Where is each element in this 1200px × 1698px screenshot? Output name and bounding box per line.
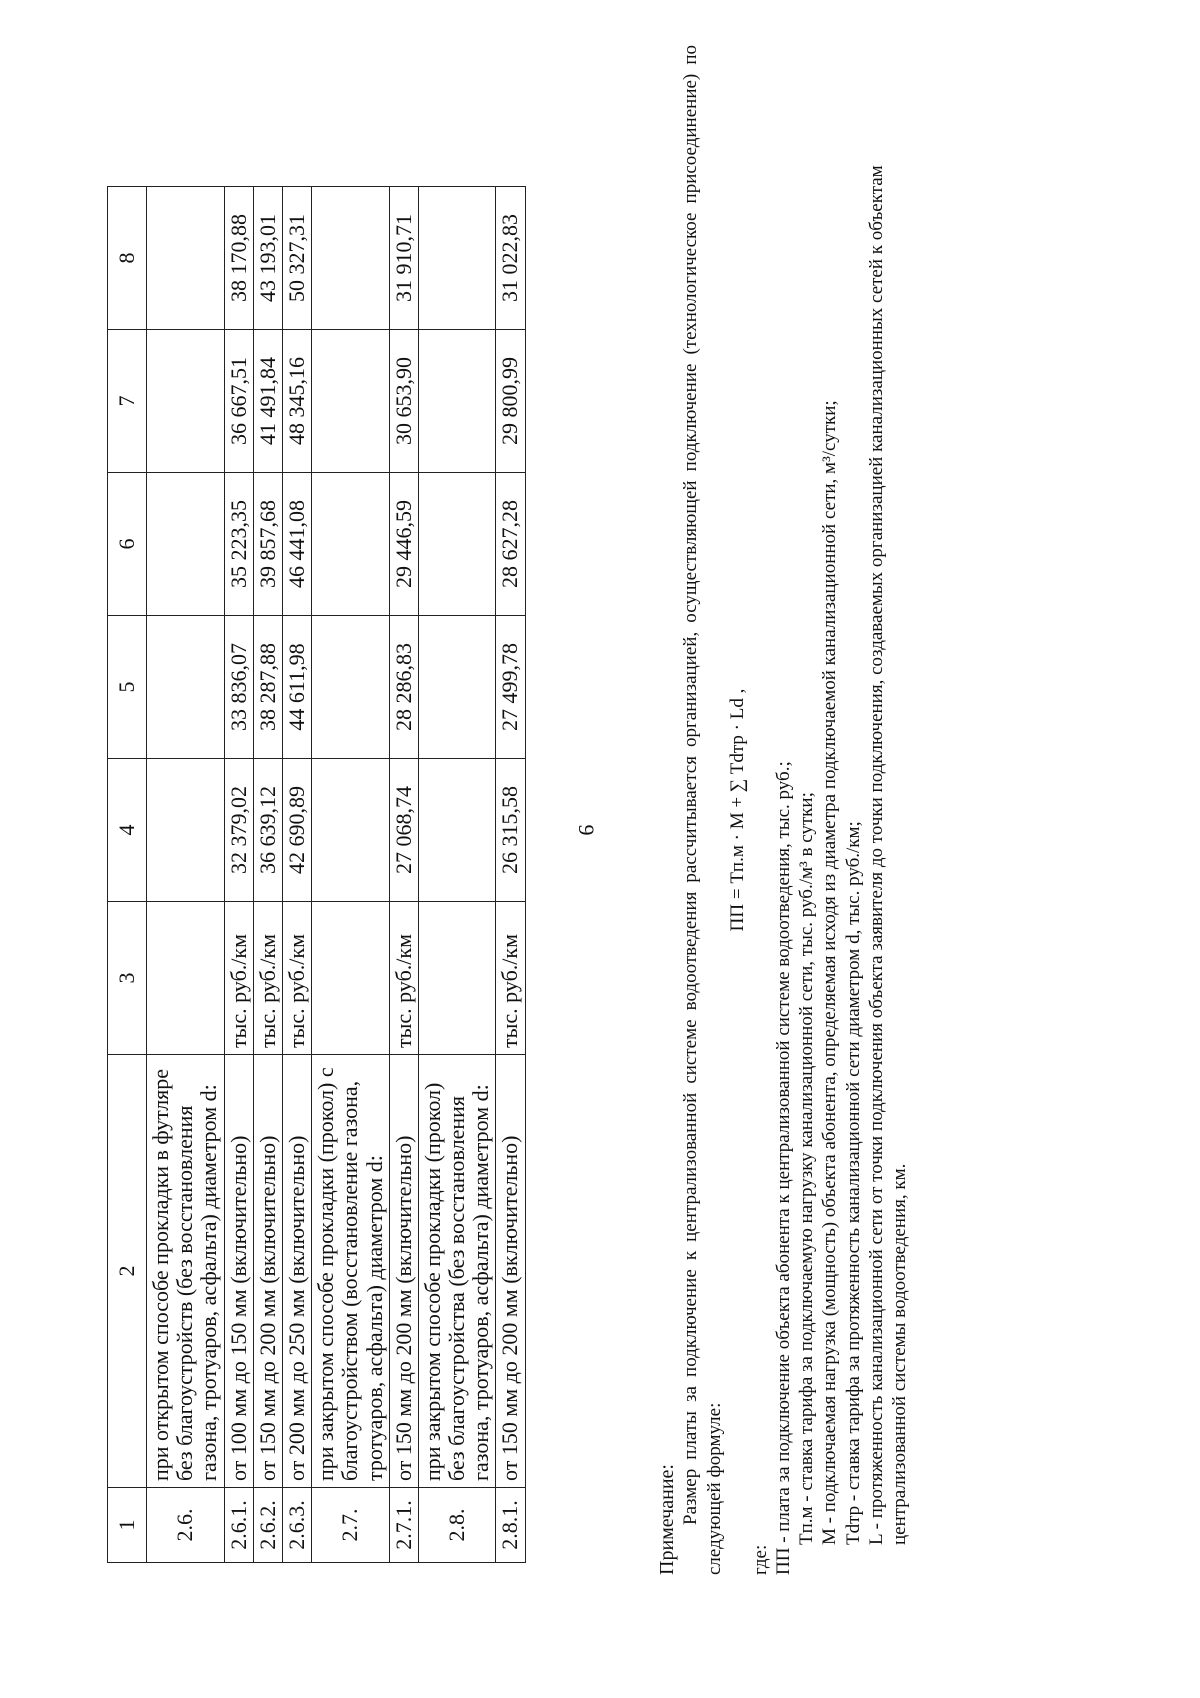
table-header-row (108, 187, 147, 1563)
table-cell-v5: 28 286,83 (389, 616, 418, 759)
table-cell-v4 (418, 759, 496, 902)
table-cell-v4 (312, 759, 390, 902)
table-cell-v7 (147, 330, 225, 473)
table-cell-v7: 29 800,99 (496, 330, 525, 473)
page-number: 9 (574, 824, 599, 836)
table-cell-v6: 35 223,35 (224, 473, 253, 616)
header-cell: 8 (108, 187, 147, 330)
table-cell-v4: 26 315,58 (496, 759, 525, 902)
table-cell-v6: 46 441,08 (282, 473, 311, 616)
table-cell-num: 2.6.2. (253, 1488, 282, 1563)
table-cell-v6 (312, 473, 390, 616)
table-cell-v5 (418, 616, 496, 759)
table-cell-name: от 150 мм до 200 мм (включительно) (253, 1055, 282, 1488)
table-cell-v5: 38 287,88 (253, 616, 282, 759)
table-row (312, 187, 390, 1563)
header-cell: 1 (108, 1488, 147, 1563)
definition-item: M - подключаемая нагрузка (мощность) объекта абонента, определяемая исходя из диаметра подключаемой канализационной сети, м³/сутки; (819, 400, 841, 1545)
table-cell-num: 2.6. (147, 1488, 225, 1563)
table-cell-num: 2.7. (312, 1488, 390, 1563)
table-cell-unit: тыс. руб./км (496, 902, 525, 1055)
table-cell-v5: 27 499,78 (496, 616, 525, 759)
table-cell-v8: 31 910,71 (389, 187, 418, 330)
table-cell-v7 (418, 330, 496, 473)
table-cell-v4: 27 068,74 (389, 759, 418, 902)
table-row (496, 187, 525, 1563)
table-cell-v7: 48 345,16 (282, 330, 311, 473)
table-cell-v4: 42 690,89 (282, 759, 311, 902)
note-paragraph: Размер платы за подключение к централизованной системе водоотведения рассчитывается организацией, осуществляющей подключение (технологическое присоединение) по следующей формуле: (680, 45, 725, 1575)
table-row (224, 187, 253, 1563)
table-row (147, 187, 225, 1563)
header-cell: 5 (108, 616, 147, 759)
table-cell-name: от 150 мм до 200 мм (включительно) (389, 1055, 418, 1488)
table-cell-v4: 36 639,12 (253, 759, 282, 902)
table-cell-num: 2.8.1. (496, 1488, 525, 1563)
table-cell-num: 2.8. (418, 1488, 496, 1563)
table-cell-v7: 30 653,90 (389, 330, 418, 473)
table-cell-name: при закрытом способе прокладки (прокол) без благоустройства (без восстановления газона, тротуаров, асфальта) диаметром d: (418, 1055, 496, 1488)
table-cell-unit (312, 902, 390, 1055)
table-cell-num: 2.7.1. (389, 1488, 418, 1563)
table-cell-v4 (147, 759, 225, 902)
table-row (253, 187, 282, 1563)
header-cell: 3 (108, 902, 147, 1055)
tariff-table (107, 186, 526, 1563)
formula: ПП = Tп.м · M + ∑ Tdтр · Ld , (726, 688, 748, 932)
table-cell-num: 2.6.1. (224, 1488, 253, 1563)
table-cell-v8: 50 327,31 (282, 187, 311, 330)
definition-item: Tп.м - ставка тарифа за подключаемую нагрузку канализационной сети, тыс. руб./м³ в сутки; (796, 792, 818, 1545)
definition-item: ПП - плата за подключение объекта абонента к централизованной системе водоотведения, тыс. руб.; (773, 761, 795, 1575)
table-cell-name: при закрытом способе прокладки (прокол) с благоустройством (восстановление газона, тротуаров, асфальта) диаметром d: (312, 1055, 390, 1488)
table-cell-name: от 150 мм до 200 мм (включительно) (496, 1055, 525, 1488)
table-cell-v6: 28 627,28 (496, 473, 525, 616)
table-cell-name: от 200 мм до 250 мм (включительно) (282, 1055, 311, 1488)
header-cell: 2 (108, 1055, 147, 1488)
table-cell-unit: тыс. руб./км (253, 902, 282, 1055)
header-cell: 4 (108, 759, 147, 902)
where-label: где: (749, 1544, 771, 1575)
table-cell-v4: 32 379,02 (224, 759, 253, 902)
header-cell: 6 (108, 473, 147, 616)
table-cell-v5: 33 836,07 (224, 616, 253, 759)
note-heading: Примечание: (656, 1464, 678, 1575)
table-cell-v5: 44 611,98 (282, 616, 311, 759)
table-row (282, 187, 311, 1563)
table-cell-v7: 41 491,84 (253, 330, 282, 473)
table-cell-unit (418, 902, 496, 1055)
table-cell-v8 (147, 187, 225, 330)
table-cell-v8: 38 170,88 (224, 187, 253, 330)
table-cell-unit (147, 902, 225, 1055)
table-cell-v7 (312, 330, 390, 473)
table-cell-num: 2.6.3. (282, 1488, 311, 1563)
table-cell-unit: тыс. руб./км (389, 902, 418, 1055)
table-cell-v8: 43 193,01 (253, 187, 282, 330)
table-cell-v6 (418, 473, 496, 616)
table-cell-v7: 36 667,51 (224, 330, 253, 473)
table-cell-v8: 31 022,83 (496, 187, 525, 330)
definition-item: L - протяженность канализационной сети от точки подключения объекта заявителя до точки подключения, создаваемых организацией канализационных сетей к объектам централизованной системы водоотведения, км. (865, 165, 910, 1545)
table-cell-v6: 39 857,68 (253, 473, 282, 616)
table-cell-v8 (312, 187, 390, 330)
header-cell: 7 (108, 330, 147, 473)
notes-section (655, 45, 911, 1575)
definitions-list (749, 45, 911, 1575)
rotated-content (107, 15, 1137, 1575)
table-row (418, 187, 496, 1563)
table-cell-unit: тыс. руб./км (282, 902, 311, 1055)
table-cell-v6 (147, 473, 225, 616)
table-cell-v5 (147, 616, 225, 759)
table-cell-v6: 29 446,59 (389, 473, 418, 616)
table-cell-name: от 100 мм до 150 мм (включительно) (224, 1055, 253, 1488)
table-cell-name: при открытом способе прокладки в футляре без благоустройств (без восстановления газона, тротуаров, асфальта) диаметром d: (147, 1055, 225, 1488)
table-cell-v8 (418, 187, 496, 330)
table-cell-unit: тыс. руб./км (224, 902, 253, 1055)
table-row (389, 187, 418, 1563)
definition-item: Tdтр - ставка тарифа за протяженность канализационной сети диаметром d, тыс. руб./км; (842, 821, 864, 1545)
table-cell-v5 (312, 616, 390, 759)
